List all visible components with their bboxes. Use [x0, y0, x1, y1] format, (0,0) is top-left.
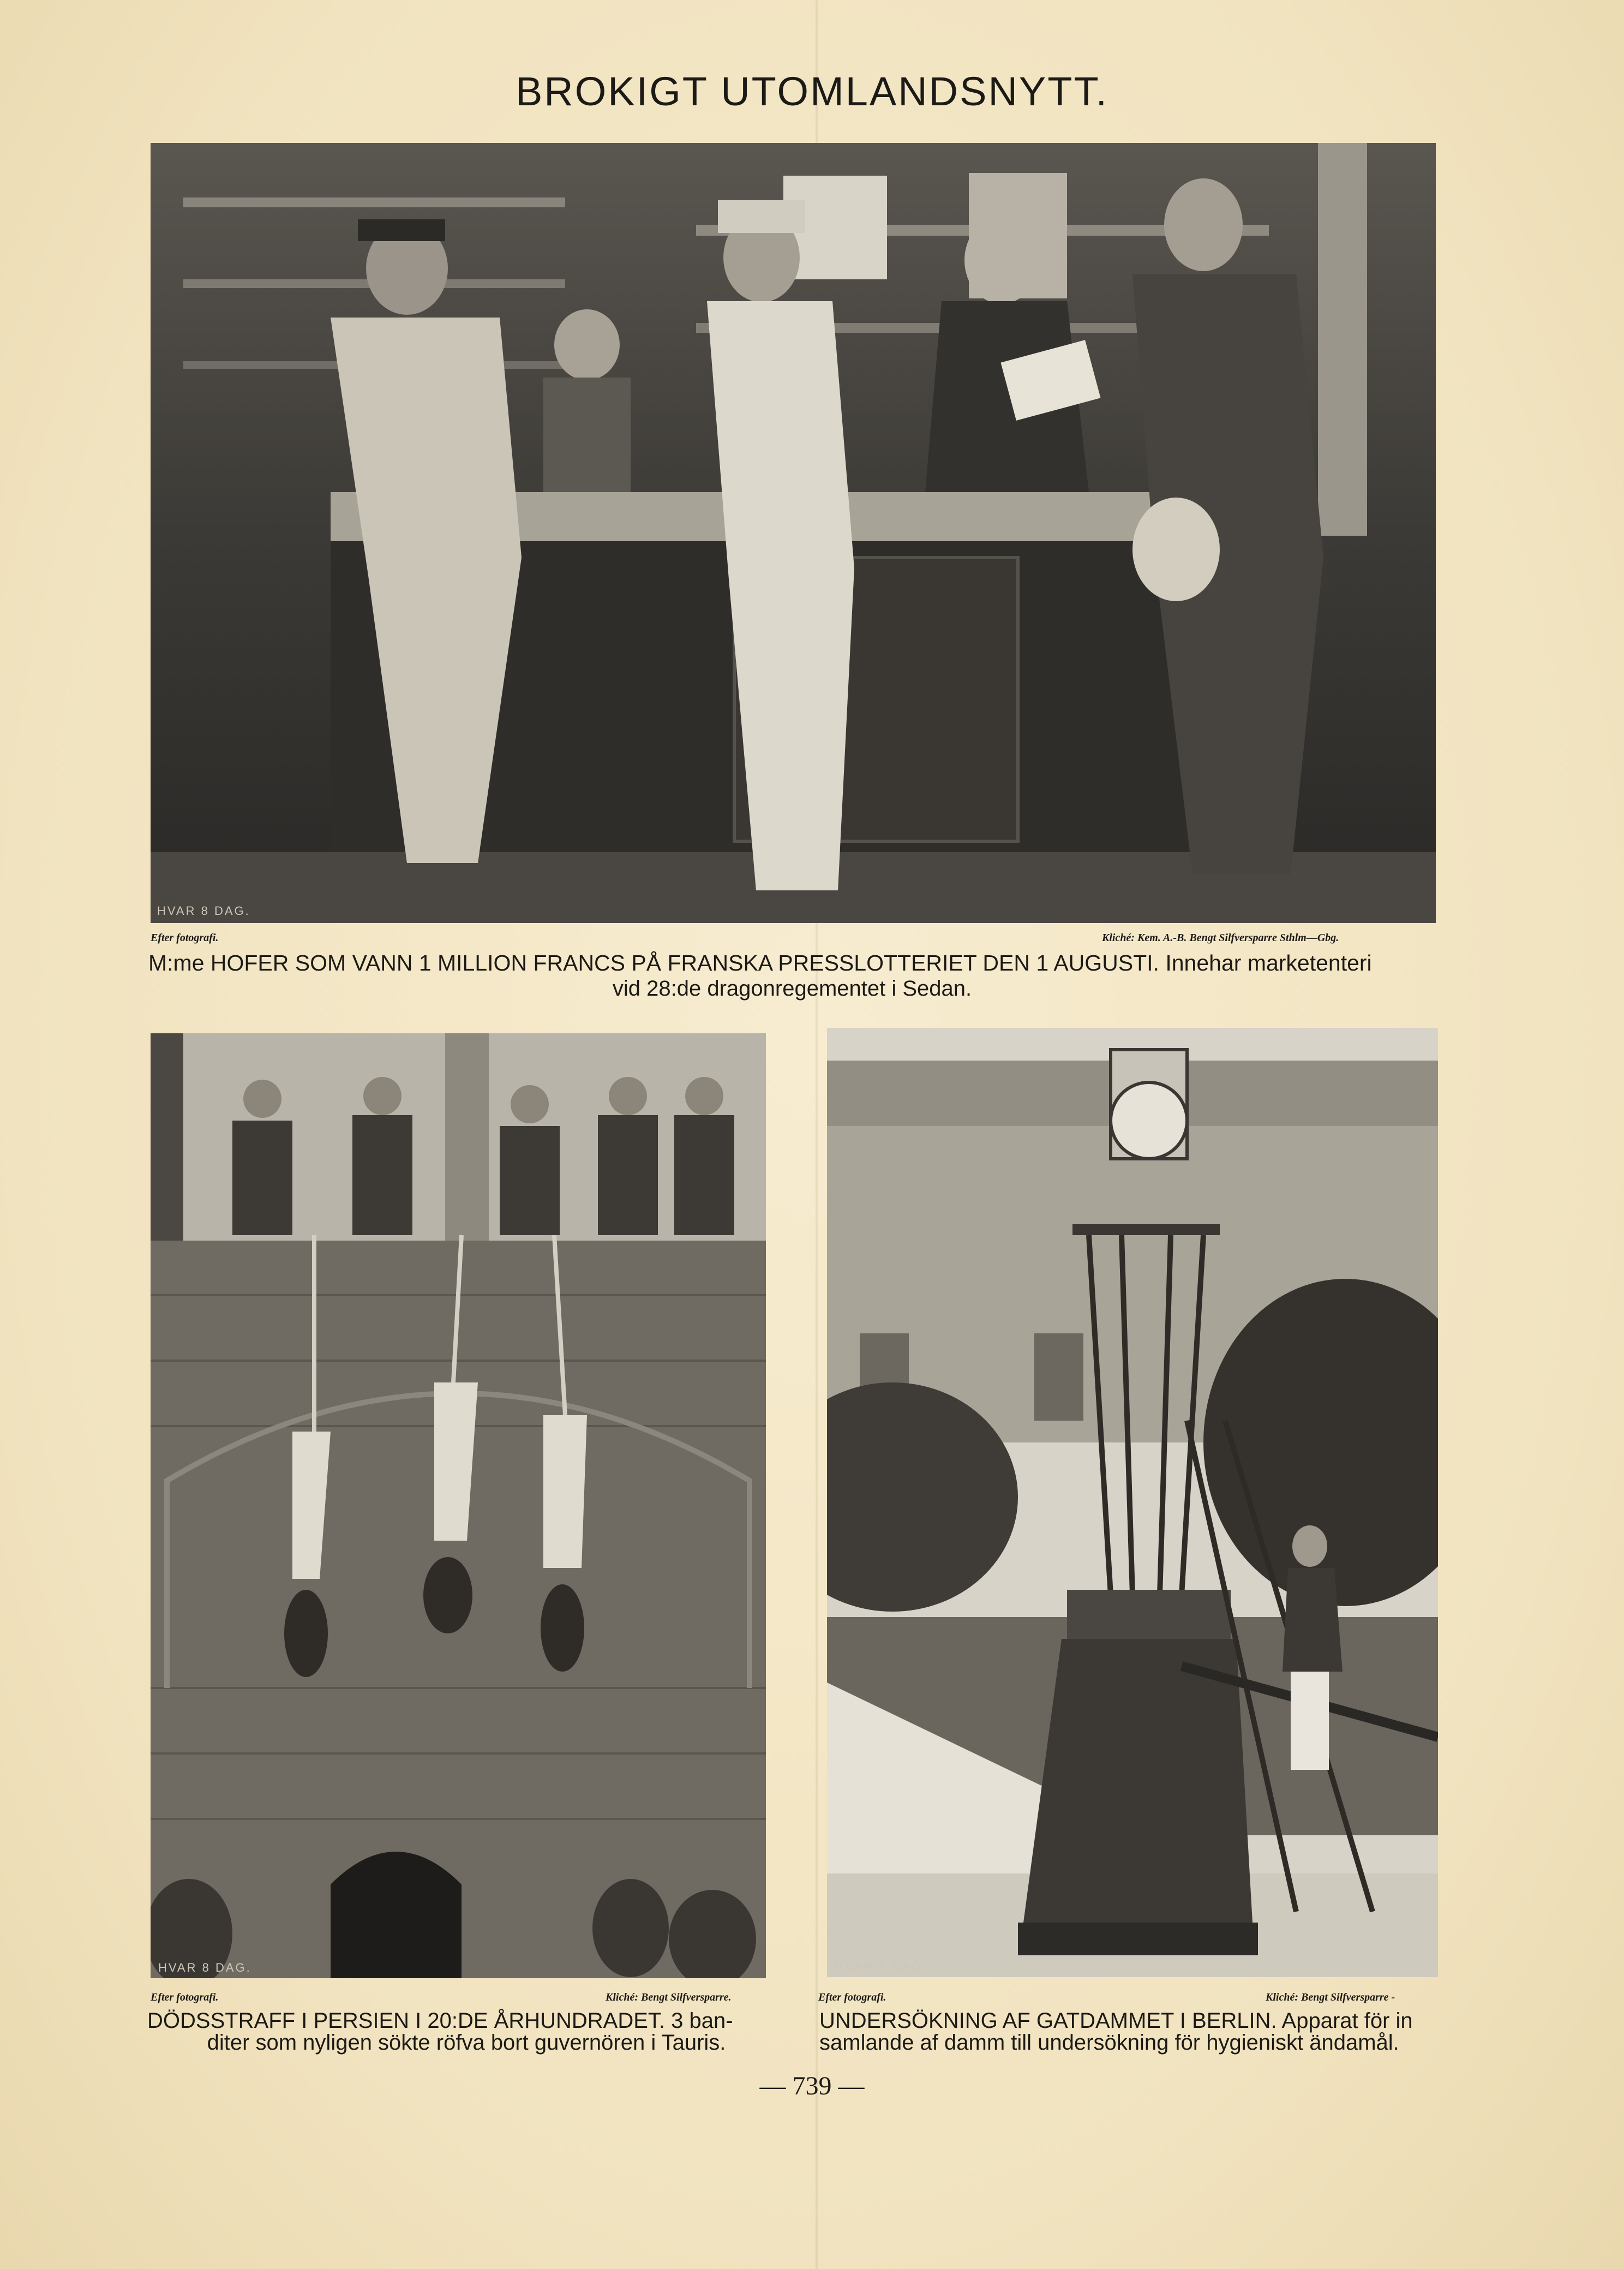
caption-dust-apparatus-berlin — [819, 2010, 1474, 2054]
caption-execution-persia — [147, 2010, 786, 2054]
photo-credit-left: Efter fotografi. — [151, 932, 219, 944]
page-title: BROKIGT UTOMLANDSNYTT. — [515, 69, 1109, 114]
caption-line: samlande af damm till undersökning för hygieniskt ändamål. — [819, 2031, 1399, 2055]
photo-execution-persia — [151, 1033, 766, 1978]
photo-watermark: HVAR 8 DAG. — [835, 1960, 928, 1973]
caption-lottery-winner: M:me HOFER SOM VANN 1 MILLION FRANCS PÅ FRANSKA PRESSLOTTERIET DEN 1 AUGUSTI. Innehar marketenteri — [148, 950, 1372, 975]
photo-credit-left: Efter fotografi. — [818, 1991, 886, 2003]
photo-credit-right: Kliché: Bengt Silfversparre. — [606, 1991, 732, 2003]
photo-dust-apparatus-berlin — [827, 1028, 1438, 1977]
photo-credit-right: Kliché: Kem. A.-B. Bengt Silfversparre Sthlm—Gbg. — [1102, 932, 1339, 944]
photo-watermark: HVAR 8 DAG. — [157, 904, 250, 918]
caption-line: UNDERSÖKNING AF GATDAMMET I BERLIN. Apparat för in — [819, 2009, 1413, 2033]
page-number: — 739 — — [759, 2072, 865, 2100]
photo-watermark: HVAR 8 DAG. — [158, 1961, 251, 1974]
photo-credit-right: Kliché: Bengt Silfversparre - — [1266, 1991, 1395, 2003]
photo-lottery-winner — [151, 143, 1436, 923]
caption-lottery-winner-cont: vid 28:de dragonregementet i Sedan. — [612, 977, 972, 1001]
caption-line: DÖDSSTRAFF I PERSIEN I 20:DE ÅRHUNDRADET. 3 ban- — [147, 2009, 733, 2033]
caption-line: diter som nyligen sökte röfva bort guvernören i Tauris. — [207, 2031, 726, 2055]
photo-credit-left: Efter fotografi. — [151, 1991, 219, 2003]
